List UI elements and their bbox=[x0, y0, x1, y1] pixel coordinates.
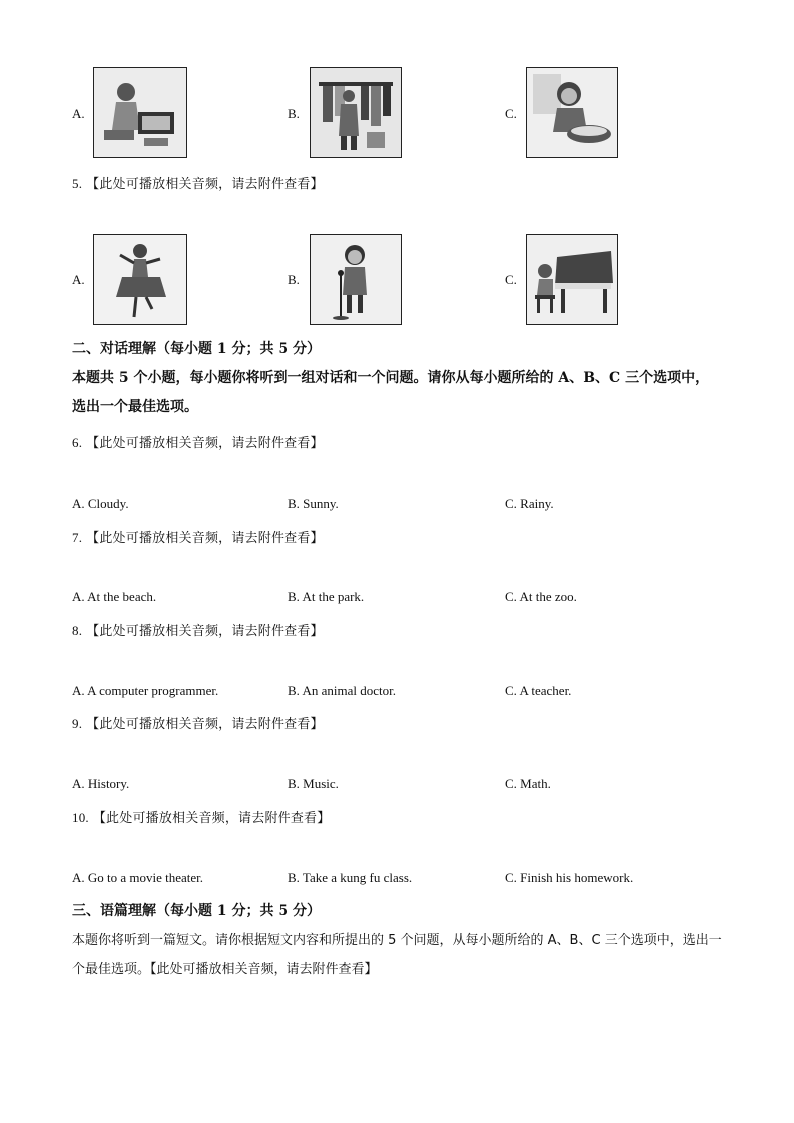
question-number: 8. bbox=[72, 623, 83, 638]
option-a-image-girl-dancing[interactable] bbox=[93, 234, 187, 325]
q6-option-a[interactable]: A. Cloudy. bbox=[72, 496, 129, 511]
option-b-label: B. bbox=[288, 272, 300, 287]
question-10 bbox=[72, 807, 330, 826]
audio-placeholder-text: 【此处可播放相关音频，请去附件查看】 bbox=[86, 436, 324, 451]
question-9 bbox=[72, 713, 324, 732]
audio-placeholder-text: 【此处可播放相关音频，请去附件查看】 bbox=[92, 811, 331, 826]
option-a-image-girl-with-suitcase[interactable] bbox=[93, 67, 187, 158]
q10-option-a[interactable]: A. Go to a movie theater. bbox=[72, 870, 204, 885]
audio-placeholder-text: 【此处可播放相关音频，请去附件查看】 bbox=[86, 717, 324, 732]
q8-option-c[interactable]: C. A teacher. bbox=[505, 683, 572, 698]
question-5 bbox=[72, 173, 324, 192]
question-number: 6. bbox=[72, 435, 83, 450]
q7-option-a[interactable]: A. At the beach. bbox=[72, 589, 157, 604]
option-c-label: C. bbox=[505, 272, 517, 287]
question-number: 10. bbox=[72, 810, 89, 825]
question-7 bbox=[72, 527, 324, 546]
option-c-image-girl-washing[interactable] bbox=[526, 67, 618, 158]
q8-option-a[interactable]: A. A computer programmer. bbox=[72, 683, 219, 698]
q7-option-c[interactable]: C. At the zoo. bbox=[505, 589, 577, 604]
section-2-heading: 二、对话理解（每小题 1 分；共 5 分） bbox=[72, 341, 321, 357]
audio-placeholder-text: 【此处可播放相关音频，请去附件查看】 bbox=[86, 531, 324, 546]
q6-option-b[interactable]: B. Sunny. bbox=[288, 496, 339, 511]
question-number: 7. bbox=[72, 530, 83, 545]
q8-option-b[interactable]: B. An animal doctor. bbox=[288, 683, 396, 698]
section-2-instructions: 本题共 5 个小题，每小题你将听到一组对话和一个问题。请你从每小题所给的 A、B、C 三个选项中，选出一个最佳选项。 bbox=[72, 370, 710, 415]
option-c-image-girl-playing-piano[interactable] bbox=[526, 234, 618, 325]
option-a-label: A. bbox=[72, 106, 85, 121]
option-b-image-girl-at-closet[interactable] bbox=[310, 67, 402, 158]
q10-option-c[interactable]: C. Finish his homework. bbox=[505, 870, 634, 885]
q9-option-a[interactable]: A. History. bbox=[72, 776, 130, 791]
option-c-label: C. bbox=[505, 106, 517, 121]
option-b-label: B. bbox=[288, 106, 300, 121]
section-3-heading: 三、语篇理解（每小题 1 分；共 5 分） bbox=[72, 903, 321, 919]
section-3-instructions: 本题你将听到一篇短文。请你根据短文内容和所提出的 5 个问题，从每小题所给的 A、B、C 三个选项中，选出一个最佳选项。【此处可播放相关音频，请去附件查看】 bbox=[72, 933, 722, 977]
q7-option-b[interactable]: B. At the park. bbox=[288, 589, 365, 604]
question-number: 9. bbox=[72, 716, 83, 731]
option-b-image-girl-singing[interactable] bbox=[310, 234, 402, 325]
q6-option-c[interactable]: C. Rainy. bbox=[505, 496, 554, 511]
option-a-label: A. bbox=[72, 272, 85, 287]
question-6 bbox=[72, 432, 324, 451]
q10-option-b[interactable]: B. Take a kung fu class. bbox=[288, 870, 413, 885]
audio-placeholder-text: 【此处可播放相关音频，请去附件查看】 bbox=[86, 624, 324, 639]
audio-placeholder-text: 【此处可播放相关音频，请去附件查看】 bbox=[86, 177, 324, 192]
question-8 bbox=[72, 620, 324, 639]
q9-option-b[interactable]: B. Music. bbox=[288, 776, 339, 791]
question-number: 5. bbox=[72, 176, 83, 191]
q9-option-c[interactable]: C. Math. bbox=[505, 776, 551, 791]
